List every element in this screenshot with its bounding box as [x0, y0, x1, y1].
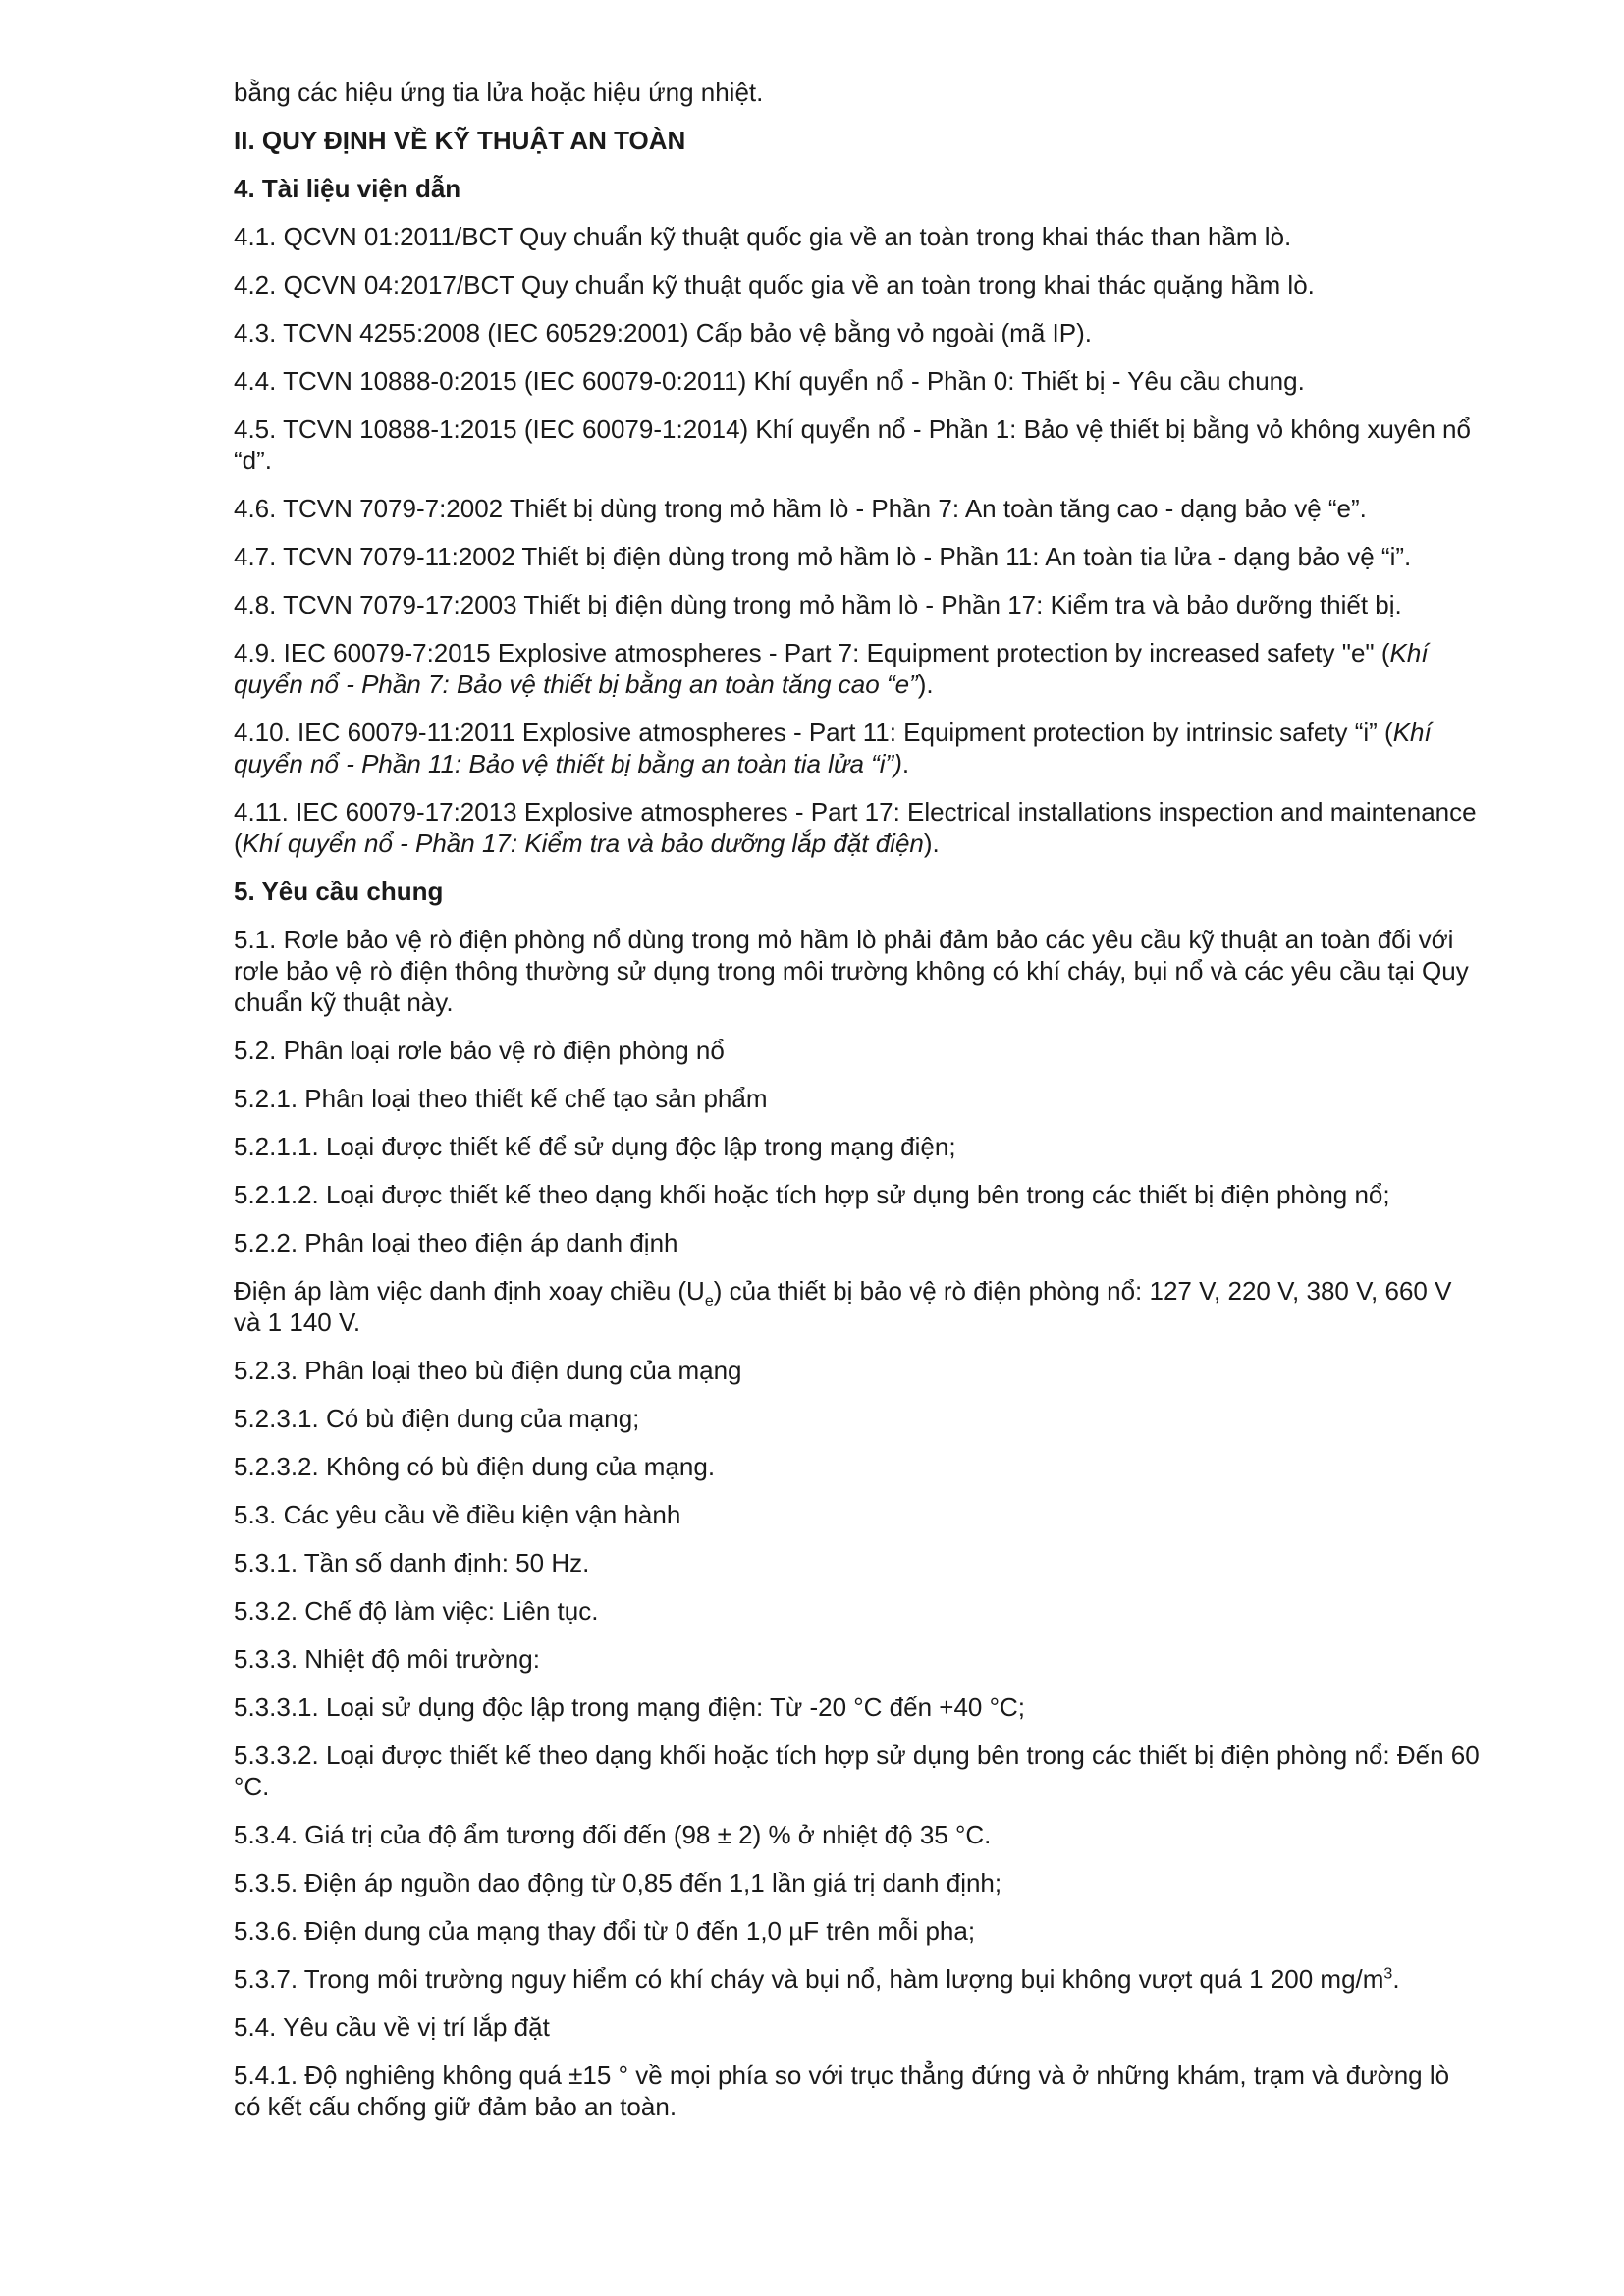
clause-5-3-7 — [234, 1963, 1481, 1995]
clause-5-4-1: 5.4.1. Độ nghiêng không quá ±15 ° về mọi phía so với trục thẳng đứng và ở những khám, trạm và đường lò có kết cấu chống giữ đảm bảo an toàn. — [234, 2060, 1450, 2121]
clause-5-3-7-superscript: 3 — [1383, 1965, 1393, 1983]
clause-5-3-3: 5.3.3. Nhiệt độ môi trường: — [234, 1644, 540, 1674]
voltage-paragraph — [234, 1275, 1481, 1338]
clause-5-3-3-1: 5.3.3.1. Loại sử dụng độc lập trong mạng điện: Từ -20 °C đến +40 °C; — [234, 1692, 1026, 1722]
voltage-text-after: ) của thiết bị bảo vệ rò điện phòng nổ: 127 V, 220 V, 380 V, 660 V và 1 140 V. — [234, 1276, 1452, 1337]
ref-4-4: 4.4. TCVN 10888-0:2015 (IEC 60079-0:2011) Khí quyển nổ - Phần 0: Thiết bị - Yêu cầu chung. — [234, 366, 1305, 396]
ref-4-2: 4.2. QCVN 04:2017/BCT Quy chuẩn kỹ thuật quốc gia về an toàn trong khai thác quặng hầm lò. — [234, 270, 1315, 299]
section-4-heading: 4. Tài liệu viện dẫn — [234, 174, 461, 203]
clause-5-2-1: 5.2.1. Phân loại theo thiết kế chế tạo sản phẩm — [234, 1084, 768, 1113]
clause-5-2-1-2: 5.2.1.2. Loại được thiết kế theo dạng khối hoặc tích hợp sử dụng bên trong các thiết bị điện phòng nổ; — [234, 1180, 1390, 1209]
clause-5-3-2: 5.3.2. Chế độ làm việc: Liên tục. — [234, 1596, 599, 1626]
ref-4-10-vietnamese: Khí quyển nổ - Phần 11: Bảo vệ thiết bị bằng an toàn tia lửa “i”) — [234, 718, 1432, 778]
ref-4-9-vietnamese: Khí quyển nổ - Phần 7: Bảo vệ thiết bị bằng an toàn tăng cao “e” — [234, 638, 1429, 699]
clause-5-3-7-end: . — [1392, 1964, 1400, 1994]
clause-5-3-4: 5.3.4. Giá trị của độ ẩm tương đối đến (98 ± 2) % ở nhiệt độ 35 °C. — [234, 1820, 992, 1849]
clause-5-3-7-text: 5.3.7. Trong môi trường nguy hiểm có khí cháy và bụi nổ, hàm lượng bụi không vượt quá 1 200 mg/m — [234, 1964, 1384, 1994]
clause-5-3-3-2: 5.3.3.2. Loại được thiết kế theo dạng khối hoặc tích hợp sử dụng bên trong các thiết bị điện phòng nổ: Đến 60 °C. — [234, 1740, 1480, 1801]
ref-4-9-end: ). — [917, 669, 934, 699]
ref-4-6: 4.6. TCVN 7079-7:2002 Thiết bị dùng trong mỏ hầm lò - Phần 7: An toàn tăng cao - dạng bảo vệ “e”. — [234, 494, 1367, 523]
clause-5-1: 5.1. Rơle bảo vệ rò điện phòng nổ dùng trong mỏ hầm lò phải đảm bảo các yêu cầu kỹ thuật an toàn đối với rơle bảo vệ rò điện thông thường sử dụng trong môi trường không có khí cháy, bụi nổ và các yêu cầu tại Quy chuẩn kỹ thuật này. — [234, 925, 1469, 1017]
ref-4-9-main: 4.9. IEC 60079-7:2015 Explosive atmospheres - Part 7: Equipment protection by increased safety "e" ( — [234, 638, 1390, 667]
clause-5-3-1: 5.3.1. Tần số danh định: 50 Hz. — [234, 1548, 590, 1577]
clause-5-2-3: 5.2.3. Phân loại theo bù điện dung của mạng — [234, 1356, 742, 1385]
ref-4-11 — [234, 796, 1481, 859]
voltage-text-before: Điện áp làm việc danh định xoay chiều (U — [234, 1276, 705, 1306]
clause-5-2: 5.2. Phân loại rơle bảo vệ rò điện phòng nổ — [234, 1036, 725, 1065]
ref-4-7: 4.7. TCVN 7079-11:2002 Thiết bị điện dùng trong mỏ hầm lò - Phần 11: An toàn tia lửa - dạng bảo vệ “i”. — [234, 542, 1412, 571]
ref-4-8: 4.8. TCVN 7079-17:2003 Thiết bị điện dùng trong mỏ hầm lò - Phần 17: Kiểm tra và bảo dưỡng thiết bị. — [234, 590, 1402, 619]
clause-5-3-6: 5.3.6. Điện dung của mạng thay đổi từ 0 đến 1,0 µF trên mỗi pha; — [234, 1916, 976, 1946]
section-2-heading: II. QUY ĐỊNH VỀ KỸ THUẬT AN TOÀN — [234, 126, 686, 155]
ref-4-10-end: . — [901, 749, 910, 778]
section-5-heading: 5. Yêu cầu chung — [234, 877, 444, 906]
ref-4-1: 4.1. QCVN 01:2011/BCT Quy chuẩn kỹ thuật quốc gia về an toàn trong khai thác than hầm lò. — [234, 222, 1292, 251]
clause-5-3-5: 5.3.5. Điện áp nguồn dao động từ 0,85 đến 1,1 lần giá trị danh định; — [234, 1868, 1002, 1897]
clause-5-3: 5.3. Các yêu cầu về điều kiện vận hành — [234, 1500, 681, 1529]
intro-text: bằng các hiệu ứng tia lửa hoặc hiệu ứng nhiệt. — [234, 78, 764, 107]
ref-4-10-main: 4.10. IEC 60079-11:2011 Explosive atmospheres - Part 11: Equipment protection by intrinsic safety “i” ( — [234, 718, 1393, 747]
ref-4-5: 4.5. TCVN 10888-1:2015 (IEC 60079-1:2014) Khí quyển nổ - Phần 1: Bảo vệ thiết bị bằng vỏ không xuyên nổ “d”. — [234, 414, 1471, 475]
ref-4-10 — [234, 717, 1481, 779]
clause-5-4: 5.4. Yêu cầu về vị trí lắp đặt — [234, 2012, 550, 2042]
ref-4-3: 4.3. TCVN 4255:2008 (IEC 60529:2001) Cấp bảo vệ bằng vỏ ngoài (mã IP). — [234, 318, 1092, 347]
ref-4-11-vietnamese: Khí quyển nổ - Phần 17: Kiểm tra và bảo dưỡng lắp đặt điện — [242, 828, 924, 858]
clause-5-2-3-1: 5.2.3.1. Có bù điện dung của mạng; — [234, 1404, 640, 1433]
clause-5-2-2: 5.2.2. Phân loại theo điện áp danh định — [234, 1228, 678, 1257]
ref-4-9 — [234, 637, 1481, 700]
ref-4-11-main: 4.11. IEC 60079-17:2013 Explosive atmospheres - Part 17: Electrical installations inspection and maintenance ( — [234, 797, 1477, 858]
clause-5-2-3-2: 5.2.3.2. Không có bù điện dung của mạng. — [234, 1452, 716, 1481]
ref-4-11-end: ). — [923, 828, 940, 858]
clause-5-2-1-1: 5.2.1.1. Loại được thiết kế để sử dụng độc lập trong mạng điện; — [234, 1132, 956, 1161]
document-page — [234, 77, 1481, 2139]
voltage-subscript: e — [704, 1293, 714, 1310]
